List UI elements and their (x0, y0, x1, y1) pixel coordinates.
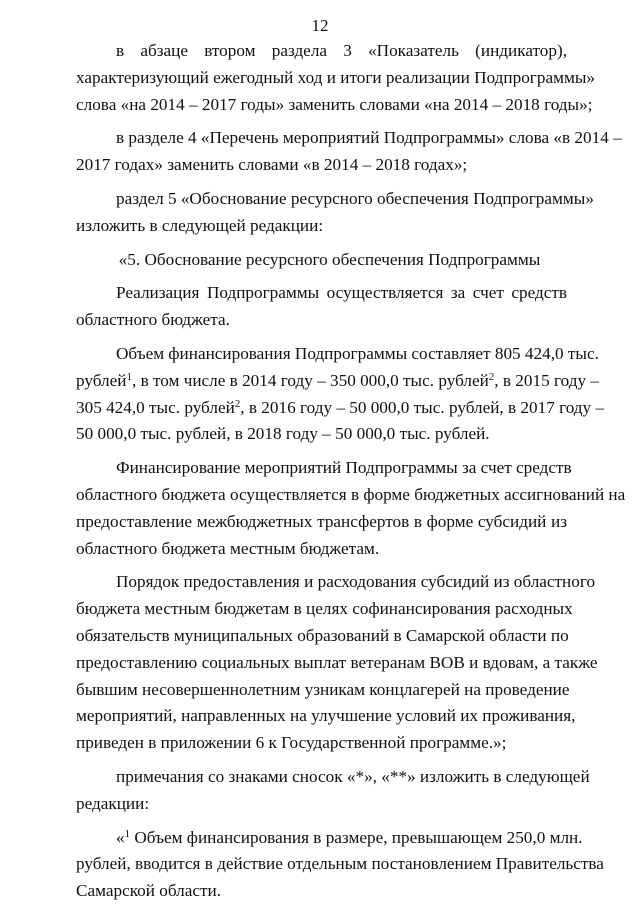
text-line: обязательств муниципальных образований в Самарской области по (76, 625, 569, 645)
text-line: приведен в приложении 6 к Государственной программе.»; (76, 733, 507, 753)
text-line: в разделе 4 «Перечень мероприятий Подпрограммы» слова «в 2014 – (116, 128, 622, 148)
text-fragment: , в 2016 году – 50 000,0 тыс. рублей, в 2017 году – (240, 397, 605, 417)
text-line: предоставление межбюджетных трансфертов в форме субсидий из (76, 511, 567, 531)
paragraph-amend-section-4 (76, 125, 622, 179)
text-line: мероприятий, направленных на улучшение условий их проживания, (76, 706, 576, 726)
paragraph-financing-form (76, 455, 626, 562)
text-line: Объем финансирования Подпрограммы составляет 805 424,0 тыс. (116, 343, 599, 363)
footnote-marker: 2 (234, 397, 241, 410)
text-fragment: 305 424,0 тыс. рублей (76, 397, 235, 417)
section-heading: «5. Обоснование ресурсного обеспечения Подпрограммы (118, 249, 541, 269)
text-line: областного бюджета. (76, 310, 230, 330)
text-fragment: , в том числе в 2014 году – 350 000,0 тыс. рублей (131, 370, 489, 390)
text-line: раздел 5 «Обоснование ресурсного обеспечения Подпрограммы» (116, 188, 594, 208)
footnote-marker: 2 (488, 370, 495, 383)
text-fragment: Объем финансирования в размере, превышающем 250,0 млн. (130, 827, 583, 847)
text-line: Реализация Подпрограммы осуществляется за счет средств (116, 283, 567, 303)
footnote-marker: 1 (124, 827, 131, 840)
paragraph-implementation (76, 280, 567, 334)
footnote-marker: 1 (126, 370, 132, 383)
text-line: примечания со знаками сносок «*», «**» изложить в следующей (116, 766, 590, 786)
text-line: характеризующий ежегодный ход и итоги реализации Подпрограммы» (76, 67, 595, 87)
paragraph-amend-section-5 (76, 186, 594, 240)
text-line: областного бюджета осуществляется в форме бюджетных ассигнований на (76, 484, 626, 504)
page-number: 12 (311, 16, 329, 35)
text-line: Финансирование мероприятий Подпрограммы за счет средств (116, 458, 572, 478)
text-line: бюджета местным бюджетам в целях софинансирования расходных (76, 599, 573, 619)
text-line: областного бюджета местным бюджетам. (76, 538, 380, 558)
text-line (76, 368, 599, 395)
text-line: редакции: (76, 793, 150, 813)
paragraph-subsidy-procedure (76, 569, 598, 757)
text-line: слова «на 2014 – 2017 годы» заменить словами «на 2014 – 2018 годы»; (76, 94, 593, 114)
text-fragment: « (116, 827, 125, 847)
text-line: 2017 годах» заменить словами «в 2014 – 2018 годах»; (76, 155, 468, 175)
text-line: 50 000,0 тыс. рублей, в 2018 году – 50 000,0 тыс. рублей. (76, 424, 490, 444)
text-line: Порядок предоставления и расходования субсидий из областного (116, 572, 596, 592)
text-line (76, 825, 583, 852)
text-line: Самарской области. (76, 881, 222, 901)
text-line: изложить в следующей редакции: (76, 215, 324, 235)
text-line: в абзаце втором раздела 3 «Показатель (индикатор), (116, 41, 567, 60)
paragraph-amend-section-3 (76, 38, 595, 118)
paragraph-footnote-1 (76, 825, 604, 905)
text-line: предоставлению социальных выплат ветеранам ВОВ и вдовам, а также (76, 652, 598, 672)
paragraph-funding-volume (76, 341, 605, 448)
text-line (76, 395, 605, 422)
text-line: бывшим несовершеннолетним узникам концлагерей на проведение (76, 679, 570, 699)
text-fragment: рублей (76, 370, 127, 390)
text-line: рублей, вводится в действие отдельным постановлением Правительства (76, 854, 604, 874)
document-body (76, 38, 626, 912)
text-fragment: , в 2015 году – (494, 370, 599, 390)
paragraph-footnote-notes (76, 764, 590, 818)
